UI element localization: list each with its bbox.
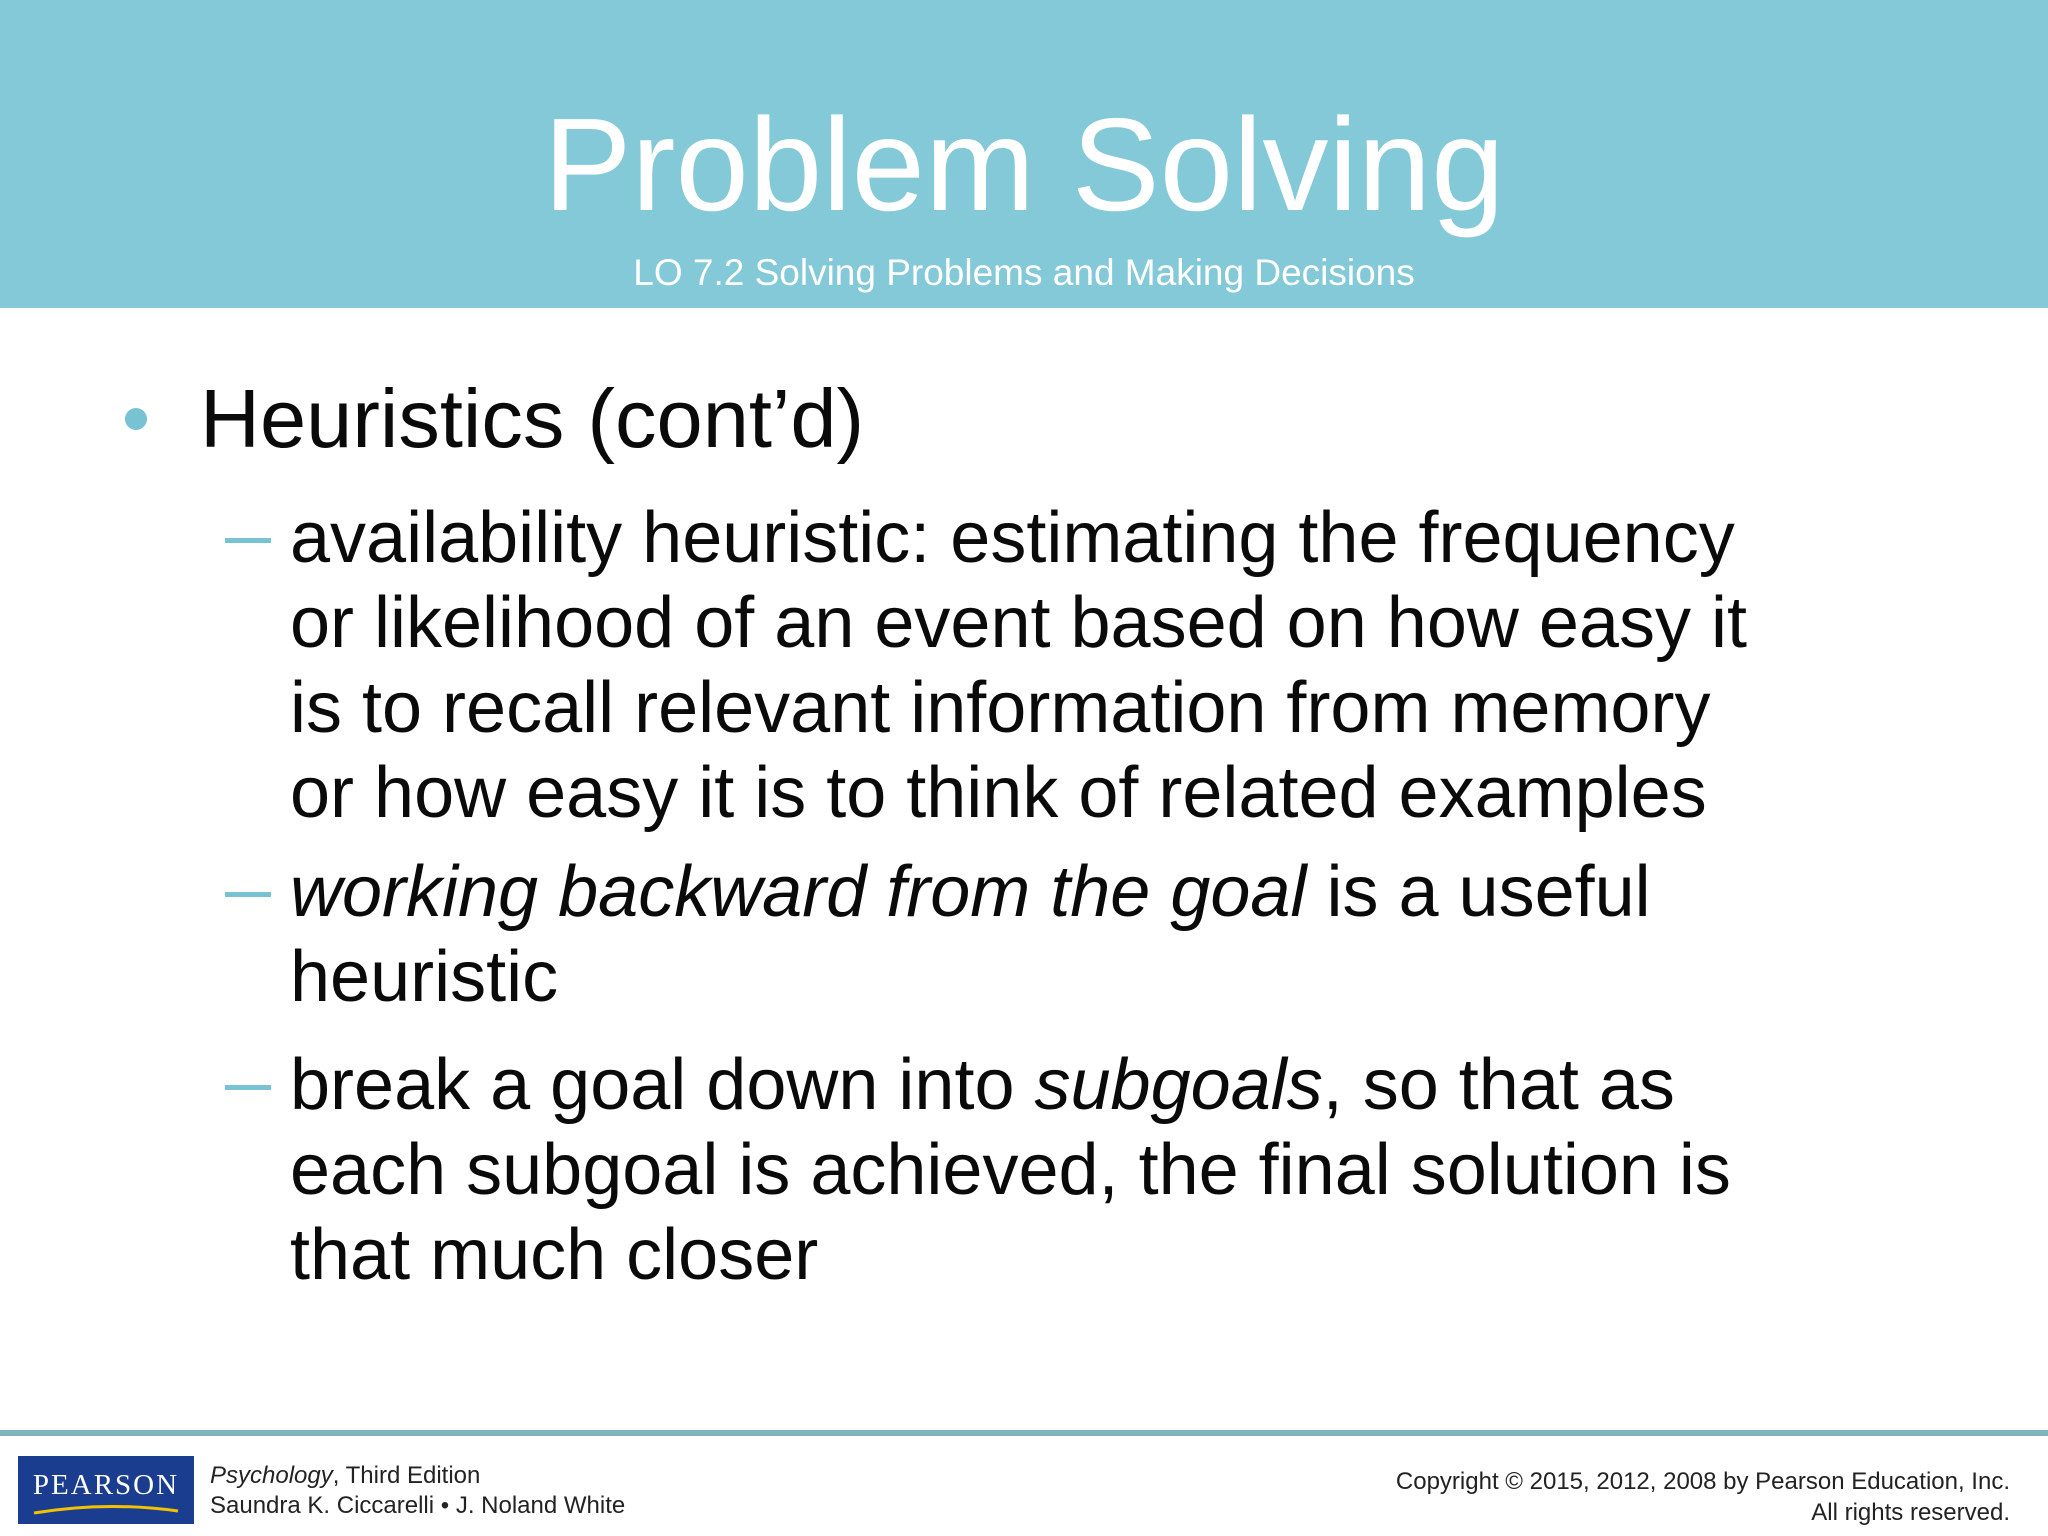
italic-term: subgoals (1034, 1045, 1323, 1125)
text-line: each subgoal is achieved, the final solution is (290, 1130, 1731, 1210)
text-run: break a goal down into (290, 1045, 1035, 1125)
copyright-notice (1396, 1466, 2010, 1528)
slide-subtitle: LO 7.2 Solving Problems and Making Decisions (633, 252, 1415, 293)
sub-bullet-text (290, 1043, 1940, 1298)
text-run: is a useful (1306, 852, 1651, 932)
text-line (290, 1043, 1940, 1128)
logo-text: PEARSON (32, 1469, 180, 1501)
book-title-line (210, 1461, 625, 1491)
dash-icon (225, 1085, 271, 1090)
sub-bullet-text (290, 496, 1940, 836)
book-title: Psychology (210, 1462, 333, 1489)
copyright-line: Copyright © 2015, 2012, 2008 by Pearson Education, Inc. (1395, 1468, 2010, 1495)
book-edition: , Third Edition (332, 1462, 481, 1489)
dash-icon (225, 538, 271, 543)
text-line: or likelihood of an event based on how easy it (290, 583, 1747, 663)
slide-title: Problem Solving (543, 91, 1505, 238)
dash-icon (225, 892, 271, 897)
text-line (290, 850, 1940, 935)
bullet-dot-icon (125, 408, 147, 430)
pearson-logo (18, 1456, 194, 1524)
text-line: availability heuristic: estimating the frequency (290, 498, 1735, 578)
text-line: is to recall relevant information from memory (290, 668, 1711, 748)
footer-divider (0, 1430, 2048, 1436)
book-authors: Saundra K. Ciccarelli • J. Noland White (210, 1492, 626, 1519)
sub-bullet-text (290, 850, 1940, 1020)
bullet-heading: Heuristics (cont’d) (200, 372, 865, 465)
rights-line: All rights reserved. (1811, 1499, 2010, 1526)
text-run: , so that as (1322, 1045, 1675, 1125)
italic-term: working backward from the goal (290, 852, 1307, 932)
book-citation (210, 1461, 625, 1521)
logo-swoosh-icon (32, 1503, 180, 1517)
text-line: or how easy it is to think of related examples (290, 753, 1707, 833)
text-line: that much closer (290, 1215, 819, 1295)
text-line: heuristic (290, 937, 559, 1017)
